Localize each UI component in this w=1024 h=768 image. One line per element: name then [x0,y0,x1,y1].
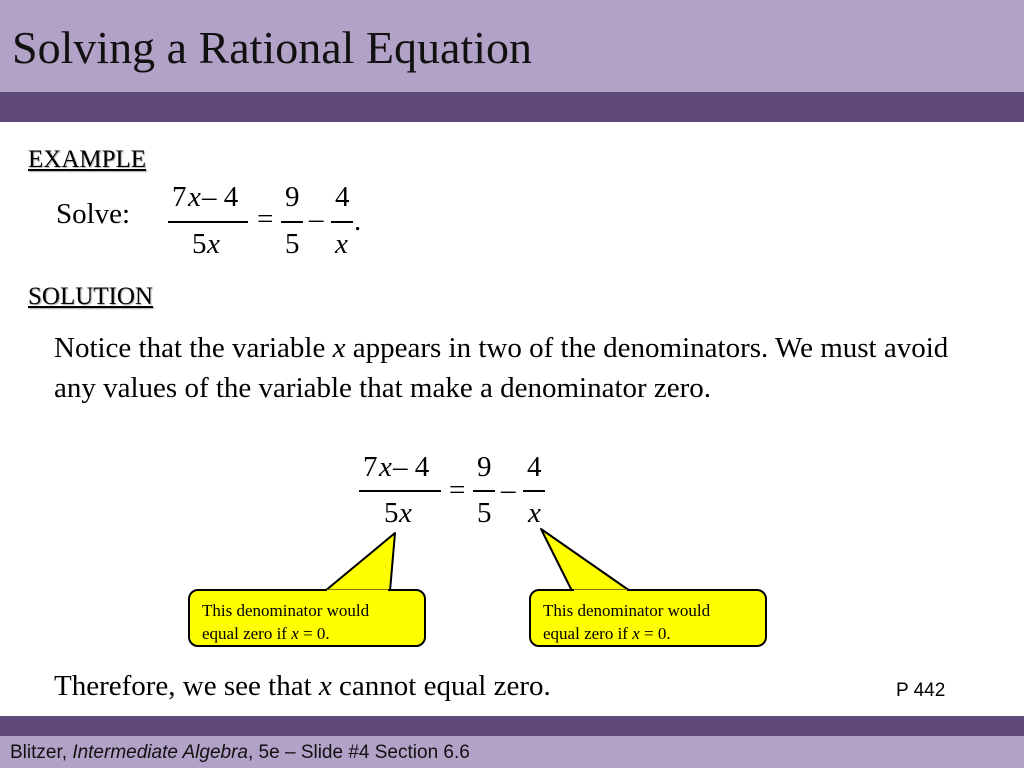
paragraph-variable: x [332,332,346,364]
eq2-minus: – [501,474,516,506]
eq2-lhs-num-coef: 7 [363,451,378,483]
callout-right-line1: This denominator would [543,601,711,620]
footer-book-title: Intermediate Algebra [72,742,248,763]
eq2-lhs-num-var: x [379,451,392,483]
conclusion-variable: x [318,670,332,702]
page-reference: P 442 [896,680,946,701]
eq1-period: . [354,205,362,237]
eq1-lhs-num-rest: – 4 [202,181,239,213]
eq2-equals: = [449,474,466,506]
conclusion-text: Therefore, we see that x cannot equal zero. [54,670,551,702]
callout-left-line2: equal zero if x = 0. [202,624,330,643]
footer-accent-stripe [0,716,1024,736]
example-heading: EXAMPLE [28,146,147,173]
eq1-lhs-num-coef: 7 [172,181,187,213]
paragraph-part1: Notice that the variable [54,332,333,364]
solve-label: Solve: [56,198,131,230]
solution-heading: SOLUTION [28,283,153,310]
eq2-lhs-num-rest: – 4 [393,451,430,483]
eq1-r2-den: x [335,228,348,260]
eq1-minus: – [309,203,324,235]
eq2-r1-num: 9 [477,451,492,483]
eq1-lhs-num-var: x [188,181,201,213]
eq2-r2-num: 4 [527,451,542,483]
eq1-r2-num: 4 [335,181,350,213]
callout-left-line1: This denominator would [202,601,370,620]
slide-title: Solving a Rational Equation [12,22,532,73]
paragraph-part2: appears in two of the denominators. We must avoid any values of the variable that make a denominator zero. [54,332,949,404]
eq1-lhs-den-var: x [207,228,220,260]
callout-right-line2: equal zero if x = 0. [543,624,671,643]
eq2-lhs-den-coef: 5 [384,497,399,529]
eq2-lhs-den-var: x [399,497,412,529]
eq2-r1-den: 5 [477,497,492,529]
eq1-equals: = [257,203,274,235]
eq1-r1-num: 9 [285,181,300,213]
eq2-r2-den: x [528,497,541,529]
footer-citation: Blitzer, Intermediate Algebra, 5e – Slide #4 Section 6.6 [10,742,470,763]
eq1-lhs-den-coef: 5 [192,228,207,260]
eq1-r1-den: 5 [285,228,300,260]
